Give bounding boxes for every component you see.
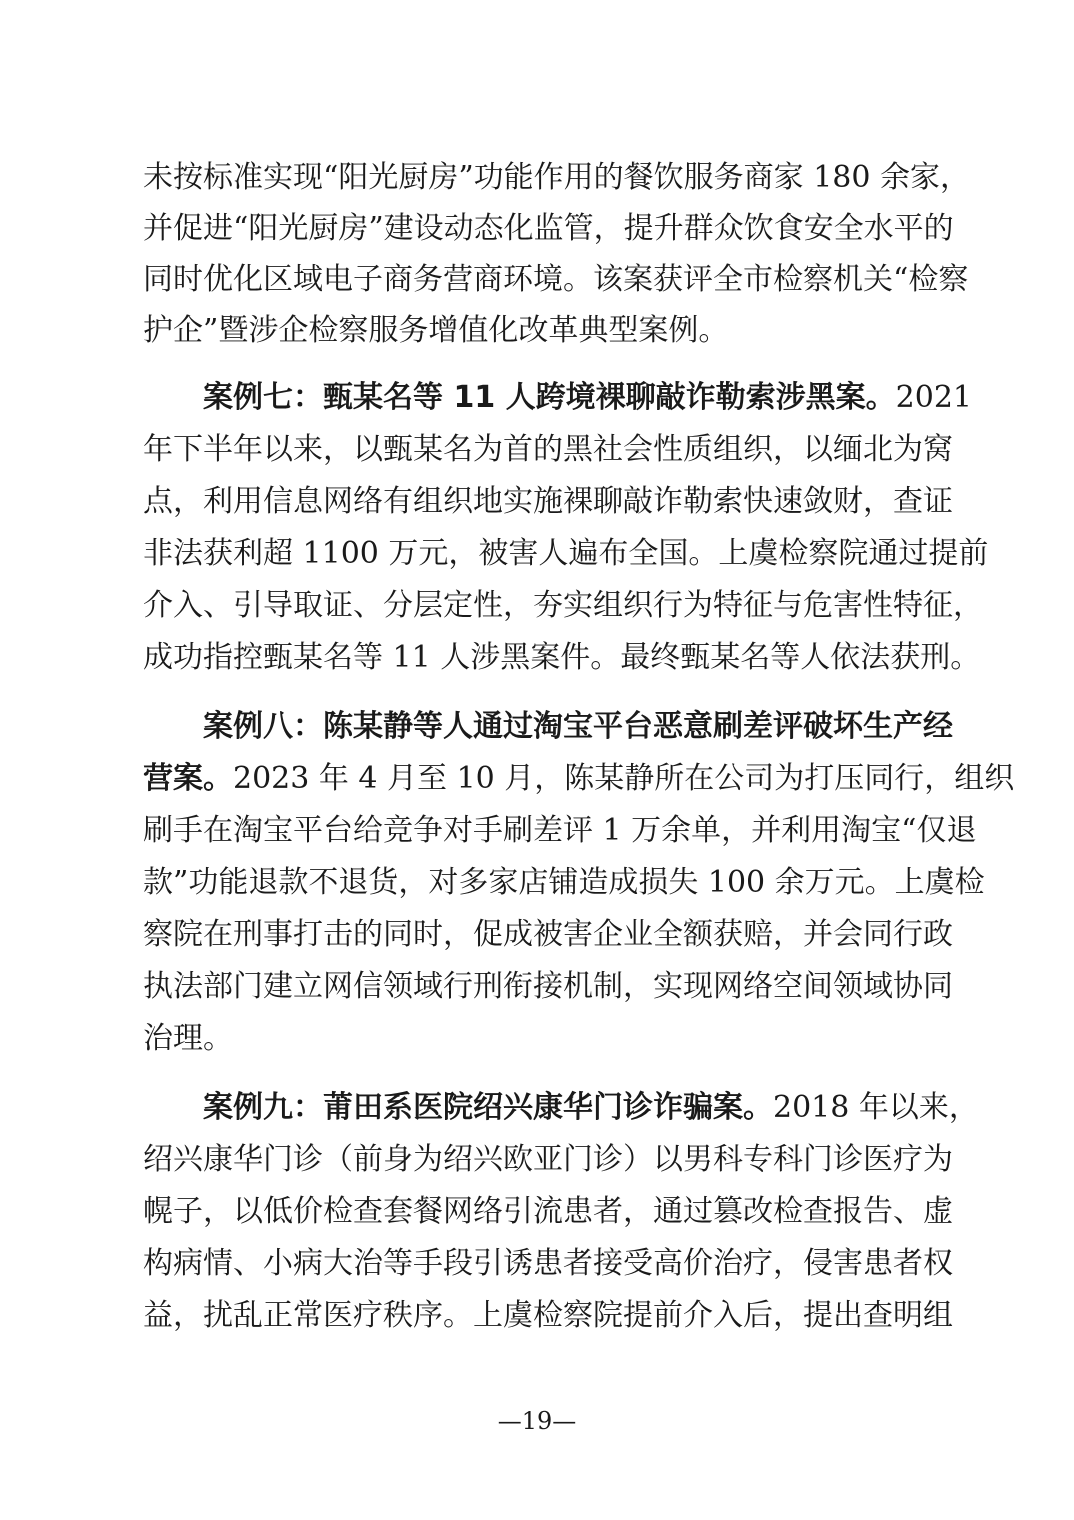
- body-text-line: 构病情、小病大治等手段引诱患者接受高价治疗，侵害患者权: [143, 1246, 953, 1281]
- case-8-text: 2023 年 4 月至 10 月，陈某静所在公司为打压同行，组织: [233, 761, 1015, 796]
- case-9-text: 2018 年以来，: [773, 1090, 979, 1125]
- case-9-title: 案例九：莆田系医院绍兴康华门诊诈骗案。: [203, 1090, 773, 1125]
- body-text-line: 绍兴康华门诊（前身为绍兴欧亚门诊）以男科专科门诊医疗为: [143, 1142, 953, 1177]
- body-text-line: 执法部门建立网信领域行刑衔接机制，实现网络空间领域协同: [143, 969, 953, 1004]
- case-7-first-line: [203, 378, 972, 418]
- body-text-line: 幌子，以低价检查套餐网络引流患者，通过篡改检查报告、虚: [143, 1194, 953, 1229]
- body-text-line: 益，扰乱正常医疗秩序。上虞检察院提前介入后，提出查明组: [143, 1298, 953, 1333]
- body-text-line: 未按标准实现“阳光厨房”功能作用的餐饮服务商家 180 余家，: [143, 160, 971, 195]
- case-9-first-line: [203, 1088, 979, 1128]
- body-text-line: 并促进“阳光厨房”建设动态化监管，提升群众饮食安全水平的: [143, 211, 954, 246]
- body-text-line: 同时优化区域电子商务营商环境。该案获评全市检察机关“检察: [143, 262, 969, 297]
- body-text-line: 察院在刑事打击的同时，促成被害企业全额获赔，并会同行政: [143, 917, 953, 952]
- page-number: —19—: [497, 1407, 577, 1435]
- body-text-line: 治理。: [143, 1021, 233, 1056]
- body-text-line: 成功指控甄某名等 11 人涉黑案件。最终甄某名等人依法获刑。: [143, 640, 981, 675]
- body-text-line: 护企”暨涉企检察服务增值化改革典型案例。: [143, 313, 729, 348]
- body-text-line: 年下半年以来，以甄某名为首的黑社会性质组织，以缅北为窝: [143, 432, 953, 467]
- body-text-line: 介入、引导取证、分层定性，夯实组织行为特征与危害性特征，: [143, 588, 983, 623]
- body-text-line: 点，利用信息网络有组织地实施裸聊敲诈勒索快速敛财，查证: [143, 484, 953, 519]
- case-7-title: 案例七：甄某名等 11 人跨境裸聊敲诈勒索涉黑案。: [203, 380, 896, 415]
- body-text-line: 刷手在淘宝平台给竞争对手刷差评 1 万余单，并利用淘宝“仅退: [143, 813, 977, 848]
- body-text-line: 非法获利超 1100 万元，被害人遍布全国。上虞检察院通过提前: [143, 536, 989, 571]
- body-text-line: 款”功能退款不退货，对多家店铺造成损失 100 余万元。上虞检: [143, 865, 985, 900]
- case-8-title-end: 营案。: [143, 761, 233, 796]
- case-8-second-line: [143, 759, 1015, 799]
- case-8-title-line: 案例八：陈某静等人通过淘宝平台恶意刷差评破坏生产经: [203, 709, 953, 744]
- case-7-text: 2021: [895, 380, 972, 415]
